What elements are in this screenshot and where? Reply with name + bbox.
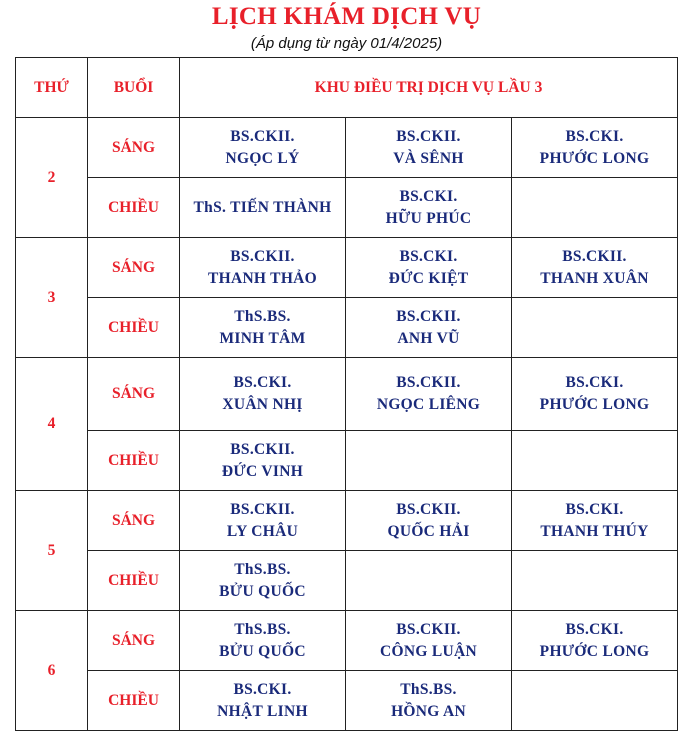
day-cell: 5 (16, 491, 88, 611)
day-cell: 3 (16, 238, 88, 358)
doctor-name: MINH TÂM (219, 329, 306, 347)
doctor-name: PHƯỚC LONG (539, 149, 650, 167)
schedule-row (16, 178, 678, 238)
day-cell: 4 (16, 358, 88, 491)
header-row (16, 58, 678, 118)
doctor-cell (512, 298, 678, 358)
doctor-cell (512, 118, 678, 178)
schedule-row (16, 238, 678, 298)
doctor-title: BS.CKII. (396, 500, 461, 518)
schedule-row (16, 491, 678, 551)
doctor-name: HỮU PHÚC (385, 209, 472, 227)
doctor-name: BỬU QUỐC (219, 582, 306, 600)
doctor-cell (346, 178, 512, 238)
doctor-cell (180, 431, 346, 491)
doctor-title: BS.CKII. (396, 127, 461, 145)
doctor-cell (346, 298, 512, 358)
schedule-row (16, 551, 678, 611)
session-afternoon: CHIỀU (88, 671, 180, 731)
doctor-cell (346, 358, 512, 431)
day-cell: 2 (16, 118, 88, 238)
doctor-name: ĐỨC VINH (221, 462, 304, 480)
doctor-cell (180, 491, 346, 551)
doctor-cell (180, 358, 346, 431)
doctor-name: PHƯỚC LONG (539, 642, 650, 660)
doctor-name: PHƯỚC LONG (539, 396, 650, 413)
doctor-title: ThS.BS. (234, 620, 291, 638)
schedule-row (16, 671, 678, 731)
doctor-title: BS.CKI. (565, 127, 624, 145)
schedule-row (16, 431, 678, 491)
doctor-name: THANH XUÂN (540, 269, 649, 287)
doctor-name: QUỐC HẢI (387, 522, 470, 540)
schedule-row (16, 611, 678, 671)
header-session: BUỔI (88, 58, 180, 118)
session-afternoon: CHIỀU (88, 551, 180, 611)
doctor-title: BS.CKII. (230, 127, 295, 145)
doctor-name: BỬU QUỐC (219, 642, 306, 660)
doctor-title: BS.CKII. (396, 620, 461, 638)
doctor-name: ANH VŨ (397, 329, 460, 347)
doctor-name: LY CHÂU (226, 522, 299, 540)
doctor-cell (180, 118, 346, 178)
doctor-cell (346, 491, 512, 551)
doctor-cell (180, 611, 346, 671)
doctor-title: BS.CKI. (233, 374, 292, 391)
doctor-name: VÀ SÊNH (393, 149, 464, 167)
session-afternoon: CHIỀU (88, 431, 180, 491)
doctor-title: ThS.BS. (234, 560, 291, 578)
session-morning: SÁNG (88, 611, 180, 671)
doctor-title: BS.CKII. (562, 247, 627, 265)
doctor-cell (180, 178, 346, 238)
header-area: KHU ĐIỀU TRỊ DỊCH VỤ LẦU 3 (180, 58, 678, 118)
doctor-name: HỒNG AN (391, 702, 466, 720)
doctor-title: BS.CKI. (565, 500, 624, 518)
doctor-cell (512, 358, 678, 431)
doctor-name: ĐỨC KIỆT (388, 269, 469, 287)
doctor-name: THANH THẢO (207, 269, 318, 287)
header-day: THỨ (16, 58, 88, 118)
doctor-cell (180, 671, 346, 731)
doctor-name: NGỌC LIÊNG (376, 396, 481, 413)
page-subtitle: (Áp dụng từ ngày 01/4/2025) (250, 35, 443, 52)
doctor-title: BS.CKII. (230, 440, 295, 458)
doctor-title: ThS. TIẾN THÀNH (193, 198, 332, 216)
schedule-row (16, 118, 678, 178)
doctor-cell (512, 611, 678, 671)
doctor-cell (346, 431, 512, 491)
doctor-cell (180, 298, 346, 358)
doctor-cell (180, 551, 346, 611)
session-afternoon: CHIỀU (88, 298, 180, 358)
session-morning: SÁNG (88, 238, 180, 298)
doctor-cell (346, 611, 512, 671)
doctor-cell (512, 431, 678, 491)
schedule-row (16, 298, 678, 358)
session-morning: SÁNG (88, 491, 180, 551)
day-cell: 6 (16, 611, 88, 731)
doctor-cell (512, 238, 678, 298)
doctor-cell (512, 178, 678, 238)
doctor-name: XUÂN NHỊ (222, 396, 303, 413)
doctor-cell (346, 671, 512, 731)
doctor-name: CÔNG LUẬN (380, 642, 477, 660)
doctor-title: BS.CKI. (233, 680, 292, 698)
doctor-cell (512, 491, 678, 551)
doctor-title: BS.CKII. (230, 247, 295, 265)
doctor-title: BS.CKII. (396, 374, 461, 391)
doctor-name: NGỌC LÝ (225, 149, 300, 167)
doctor-cell (346, 238, 512, 298)
doctor-cell (180, 238, 346, 298)
doctor-cell (512, 671, 678, 731)
doctor-name: THANH THÚY (540, 522, 649, 540)
doctor-title: BS.CKI. (565, 620, 624, 638)
doctor-title: ThS.BS. (400, 680, 457, 698)
doctor-title: BS.CKI. (399, 187, 458, 205)
doctor-title: ThS.BS. (234, 307, 291, 325)
doctor-cell (346, 551, 512, 611)
session-morning: SÁNG (88, 358, 180, 431)
schedule-row (16, 358, 678, 431)
doctor-title: BS.CKII. (396, 307, 461, 325)
doctor-title: BS.CKI. (399, 247, 458, 265)
doctor-cell (346, 118, 512, 178)
doctor-title: BS.CKII. (230, 500, 295, 518)
page-title: LỊCH KHÁM DỊCH VỤ (211, 3, 482, 30)
doctor-title: BS.CKI. (565, 374, 624, 391)
doctor-name: NHẬT LINH (217, 702, 308, 720)
schedule-table (15, 57, 678, 731)
doctor-cell (512, 551, 678, 611)
session-morning: SÁNG (88, 118, 180, 178)
session-afternoon: CHIỀU (88, 178, 180, 238)
